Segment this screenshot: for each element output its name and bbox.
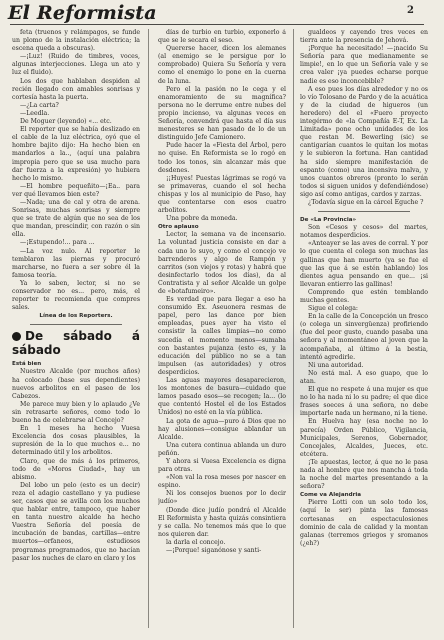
paragraph: Nuestro Alcalde (por muchos años) ha colocado (base sus dependientes) nuevos arbolitos en el paseo de los Cabezos. xyxy=(12,368,140,400)
paragraph: —Leedla. xyxy=(20,109,50,117)
paragraph: Lector, la semana va de incensario. La voluntad justicia consiste en dar a cada uno lo suyo, y como el concejo ve barrenderos y algo de Rampón y carritos (son viejos y rotas) y habrá que desinfectarlo todos los días), da al Contratista y al señor Alcalde un golpe de «botafumeiro». xyxy=(158,231,286,295)
subheading: Está bien xyxy=(12,361,42,368)
subheading: Otro aplauso xyxy=(158,224,199,231)
signature: Línea de los Reporters. xyxy=(39,313,113,320)
paragraph: Los dos que hablaban despiden al recién llegado con amables sonrisas y cortesía hasta la puerta. xyxy=(12,77,140,101)
paragraph: «Non val la rosa meses por nascer en espino. xyxy=(158,474,286,490)
column-3 xyxy=(300,29,428,630)
masthead: El Reformista xyxy=(8,2,157,24)
paragraph: «Anteayer se las aves de corral. Y por lo que cuenta el colega son muchas las gallinas que han muerto (ya se fue el que las que á se estén hablando) los dientes agua pensando en que... ¡si llevaran entierro las gallinas! xyxy=(300,240,428,288)
paragraph: Sigue el colega: xyxy=(308,305,358,313)
header-rule xyxy=(10,24,424,25)
paragraph: Pero el la pasión no le cega y el enamoramiento de su magnífica? persona no le derrume entre nubes del propio incienso, va algunas veces en Señoría, convendrá que hasta el día sus menesteres se han pasado de lo de un distinguido Jefe Camionero. xyxy=(158,85,286,142)
page-header xyxy=(0,0,444,24)
paragraph: Es verdad que para llegar a eso ha consumido Ex. Aseuonera resmas de papel, pero las dance por bien empleadas, pues ayer ha visto el consistir la calles limpias—no como sucedía el momento menos—sumaba con bastantes pujanza (esto es, y la educación del público no se a tan impulsen (as autoridades) y otros desperdicios. xyxy=(158,296,286,376)
paragraph: Ni una autoridad. xyxy=(308,361,364,369)
paragraph: ¡Te apuestas, lector, á que no le pasa nada al hombre que nos mancha á toda la noche del martes presentando a la señora? xyxy=(300,458,428,491)
subheading: De «La Provincia» xyxy=(300,217,357,224)
section-divider xyxy=(30,324,122,325)
paragraph: Pude hacer la «Fiesta del Árbol, pero no quise. En Reformista se lo rogó en todo los tonos, sin alcanzar más que desdenes. xyxy=(158,142,286,174)
paragraph: —¡Porque! siganónose y santi- xyxy=(166,547,262,554)
section-heading xyxy=(12,329,140,357)
paragraph: Una cutera continua ablanda un duro peñón. xyxy=(158,441,286,457)
paragraph: —¡Luz! (Ruido de timbres, voces, algunas interjecciones. Llega un ato y luz el fluido). xyxy=(12,53,140,77)
paragraph: ¿Todavía sigue en la cárcel Eguche ? xyxy=(308,198,424,206)
paragraph: A eso pues los días alrededor y no os lo vío Tolosano de Pardo y de la acuática y de la ciudad de higueros (un heredero) del el «Fuero proyecto integérmo de «la Compañía E-T, Ex. La Limitada» pone ocho unidades de los que restan M. Bewerling (sic) se cantigarían cuantos le quitan los motas y le subieron la fortuna. Han cantidad ha sido siempre manifestación de espanto (como) una incensiva malva, y unos cuantos obreros (pronto lo serán todos si siguen unidos y defendiéndose) sigo así como antigas, cardos y zarzas. xyxy=(300,85,428,198)
paragraph: —La voz nulo. Al reporter le temblaron las piernas y procuró marcharse, no fuera a ser sobre él la famosa teoría. xyxy=(12,247,140,279)
paragraph: Pierre Lotti con un solo todo los, (aquí le ser) pinta las famosas cortesanas en espectaculosiones dominio de cala de calidad y la montan galanas (terremos griegos y sromanos (¿eh?) xyxy=(300,499,428,547)
paragraph: En la calle de la Concepción un fresco (o colega un sinvergüenza) profiriendo (fue del peor gusto, cuando pasaba una señora y al momentáneo al joven que la acompañaba, al último á la bestia, intentó agredirle. xyxy=(300,313,428,361)
paragraph: ¡¡Huyes! Puestas lágrimas se rogó va se primaveras, cuando el sol hecha chispas y los al municipio de Paso, hay que contentarse con esos cuatro arbolitos. xyxy=(158,174,286,215)
paragraph: la darla el concejo. xyxy=(166,538,226,546)
paragraph: Una pobre da moneda. xyxy=(166,215,238,223)
paragraph: El que no respete á una mujer es que no lo ha nada ni lo su padre; el que dice frases soeces á una señora, no debe importarle nada un hermano, ni la tiene. xyxy=(300,386,428,418)
section-heading-text: De sábado á sábado xyxy=(12,329,140,358)
paragraph: ¡Porque ha necesitado! —¡nacido Su Señoría para que medianamente se limpie!, en lo que un Señoría vale y se crea valer ¡ya puedes echarse porque nadie es eso inconcebible? xyxy=(300,45,428,85)
paragraph: Ni los consejos buenos por lo decir judío» xyxy=(158,490,286,506)
bullet-icon xyxy=(12,332,21,341)
paragraph: Claro, que de más á los primeros, todo de «Moros Ciudad», hay un abismo. xyxy=(12,457,140,481)
paragraph: Me parece muy bien y lo aplaudo ¿Ve sin retrasarte señores, como todo lo bueno ha de celebrarse al Concejo? xyxy=(12,400,140,425)
paragraph: —El hombre pequeñito—¡Ea.. para ver qué llevamos bien este? xyxy=(12,182,140,198)
paragraph: gualdeos y cayendo tres veces en tierra ante la presencia de Jehová. xyxy=(300,29,428,45)
paragraph: En 1 meses ha hecho Vuesa Excelencia dos cosas plausibles, la supresión de la lo que muchos e... no determinado útil y los arbolitos. xyxy=(12,425,140,457)
paragraph: días de turbio en turbio, exponerlo á que se le secara el seso. xyxy=(158,29,286,45)
column-divider-1 xyxy=(148,29,149,628)
paragraph: (Donde dice judío pondrá el Alcalde El Reformista y hasta quizás consintiera y se calla. No tenemos más que lo que nos quieren dar. xyxy=(158,506,286,538)
paragraph: De Moguer (leyendo) «... etc. xyxy=(20,118,112,126)
paragraph: Y ahora si Vuesa Excelencia es digna para otras. xyxy=(158,457,286,474)
paragraph: —¡Estupendo!... para ... xyxy=(20,239,95,247)
paragraph: Quererse hacer, dicen los alemanes (al enemigo se le persigue por lo comprobado) Quiera Su Señoría y vera como el enemigo lo pone en la cuerna de la luna. xyxy=(158,45,286,85)
column-1 xyxy=(12,29,140,630)
paragraph: Las aguas mayores desaparecieron, los montones de basura—cuidado que lamos pasado esos—se recogen; la... (lo que contentó Hostel el de los Estados Unidos) no esté en la vía pública. xyxy=(158,377,286,417)
paragraph: —Nada; una de cal y otra de arena. Sonrisas, muchas sonrisas y siempre que se trate de algún que no sea de los que mandan, prescindir, con razón o sin ella. xyxy=(12,198,140,239)
paragraph: El reporter que se había deslizado en el cable de la luz eléctrica, oyó que el hombre bajito dijo: Ha hecho bien en mandarlos a la.., (aquí una palabra impropia pero que se usa mucho para dar fuerza a la expresión) yo hubiera hecho lo mismo. xyxy=(12,126,140,182)
paragraph: La gota de agua—puro á Dios que no hay alusiones—consigue ablandar un Alcalde. xyxy=(158,417,286,441)
paragraph: Son «Cesos y cesos» del martes, notamos desperdicios. xyxy=(300,224,428,240)
paragraph: En Huelva hay (esa noche no lo parecía) Orden Público, Vigilancia, Municipales, Serenos, Gobernador, Concejales, Alcaldes, Jueces, etc. etcétera. xyxy=(300,418,428,458)
paragraph: Del lobo un pelo (esto es un decir) reza el adagio castellano y ya pudiese ser, casos que se avilla con los muchos que hablar entre, tampoco, que haber en tanta nuestro alcalde ha hecho Vuestra Señoría del poesía de incubación de bandas, cartillas—entre muertos—orfaneos, estudiosos programas programados, que no hacían pasar los nuches de claro en claro y los xyxy=(12,481,140,562)
paragraph: —¿La carta? xyxy=(20,101,59,109)
page-number: 2 xyxy=(407,5,414,16)
subheading: Come va Alejandria xyxy=(300,492,362,499)
section-divider xyxy=(318,211,410,212)
paragraph: Ya lo saben, lector, si no se conservador no es... pero, más, el reporter te recomienda que compres sales. xyxy=(12,279,140,312)
paragraph: feta (truenos y relámpagos, se funde un plomo de la instalación eléctrica; la escena queda a obscuras). xyxy=(12,29,140,53)
column-divider-2 xyxy=(293,29,294,628)
paragraph: No está mal. A eso guapo, que lo atan. xyxy=(300,369,428,385)
paragraph: Comprendo que estén temblando muchas gentes. xyxy=(300,288,428,304)
column-2 xyxy=(158,29,286,630)
